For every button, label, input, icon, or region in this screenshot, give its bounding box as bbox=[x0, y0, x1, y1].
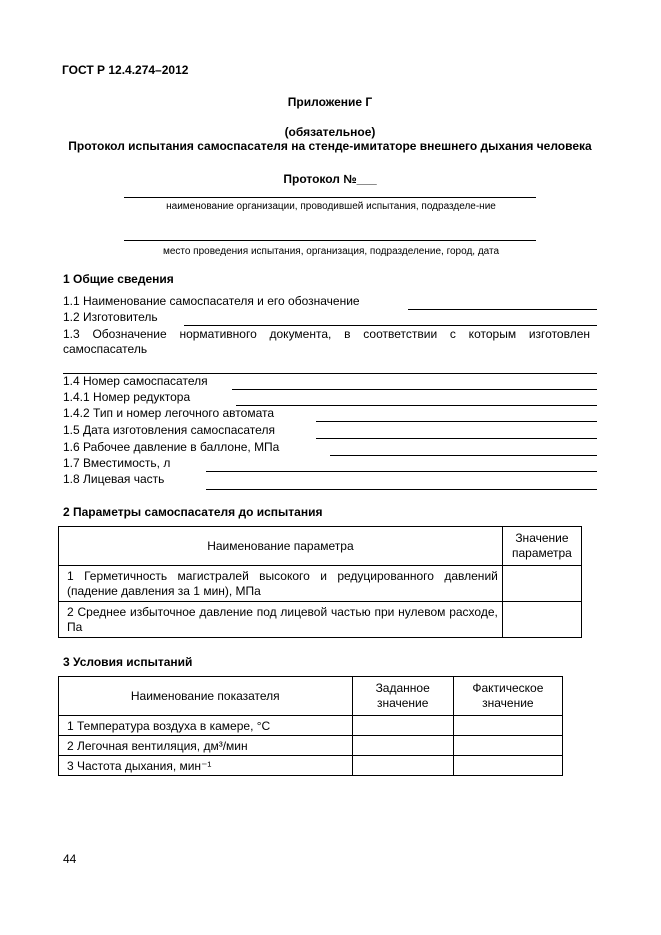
table-row: 1 Температура воздуха в камере, °С bbox=[59, 716, 353, 736]
item-1-4-2-line bbox=[316, 421, 597, 422]
set-value-cell bbox=[352, 756, 453, 776]
appendix-title: Приложение Г bbox=[287, 95, 373, 109]
item-1-4-1: 1.4.1 Номер редуктора bbox=[63, 390, 191, 404]
column-header-value: Значение параметра bbox=[502, 527, 581, 566]
item-1-4-2: 1.4.2 Тип и номер легочного автомата bbox=[63, 406, 275, 420]
item-1-4: 1.4 Номер самоспасателя bbox=[63, 374, 208, 388]
actual-value-cell bbox=[453, 716, 562, 736]
appendix-status: (обязательное) bbox=[284, 125, 376, 139]
section2-heading: 2 Параметры самоспасателя до испытания bbox=[63, 505, 323, 519]
item-1-1-line bbox=[408, 309, 597, 310]
place-caption: место проведения испытания, организация, подразделение, город, дата bbox=[162, 246, 500, 257]
item-1-2-line bbox=[184, 325, 597, 326]
conditions-table bbox=[58, 676, 563, 776]
actual-value-cell bbox=[453, 756, 562, 776]
item-1-8-line bbox=[206, 489, 597, 490]
item-1-4-1-line bbox=[236, 405, 597, 406]
item-1-3: 1.3 Обозначение нормативного документа, в соответствии с которым изготовлен самоспасатель bbox=[63, 327, 590, 356]
protocol-title: Протокол испытания самоспасателя на стенде-имитаторе внешнего дыхания человека bbox=[68, 139, 592, 153]
item-1-7-line bbox=[206, 471, 597, 472]
protocol-number: Протокол №___ bbox=[283, 172, 377, 186]
item-1-5-line bbox=[316, 438, 597, 439]
section3-heading: 3 Условия испытаний bbox=[63, 655, 193, 669]
set-value-cell bbox=[352, 736, 453, 756]
value-cell bbox=[502, 566, 581, 602]
parameters-table bbox=[58, 526, 582, 638]
item-1-5: 1.5 Дата изготовления самоспасателя bbox=[63, 423, 275, 437]
value-cell bbox=[502, 602, 581, 638]
item-1-6: 1.6 Рабочее давление в баллоне, МПа bbox=[63, 440, 280, 454]
item-1-8: 1.8 Лицевая часть bbox=[63, 472, 165, 486]
item-1-2: 1.2 Изготовитель bbox=[63, 310, 158, 324]
actual-value-cell bbox=[453, 736, 562, 756]
table-row: 3 Частота дыхания, мин⁻¹ bbox=[59, 756, 353, 776]
document-header: ГОСТ Р 12.4.274–2012 bbox=[62, 63, 189, 77]
item-1-4-line bbox=[232, 389, 597, 390]
org-line bbox=[124, 197, 536, 198]
column-header-indicator: Наименование показателя bbox=[59, 677, 353, 716]
item-1-7: 1.7 Вместимость, л bbox=[63, 456, 171, 470]
table-row: 2 Среднее избыточное давление под лицевой частью при нулевом расходе, Па bbox=[59, 602, 503, 638]
table-row: 1 Герметичность магистралей высокого и редуцированного давлений (падение давления за 1 мин), МПа bbox=[59, 566, 503, 602]
org-caption: наименование организации, проводившей испытания, подразделе-ние bbox=[166, 201, 496, 212]
column-header-set-value: Заданное значение bbox=[352, 677, 453, 716]
page-number: 44 bbox=[63, 852, 77, 866]
item-1-6-line bbox=[330, 455, 597, 456]
item-1-1: 1.1 Наименование самоспасателя и его обозначение bbox=[63, 294, 360, 308]
table-row: 2 Легочная вентиляция, дм³/мин bbox=[59, 736, 353, 756]
column-header-parameter: Наименование параметра bbox=[59, 527, 503, 566]
set-value-cell bbox=[352, 716, 453, 736]
place-line bbox=[124, 240, 536, 241]
section1-heading: 1 Общие сведения bbox=[63, 272, 174, 286]
column-header-actual-value: Фактическое значение bbox=[453, 677, 562, 716]
